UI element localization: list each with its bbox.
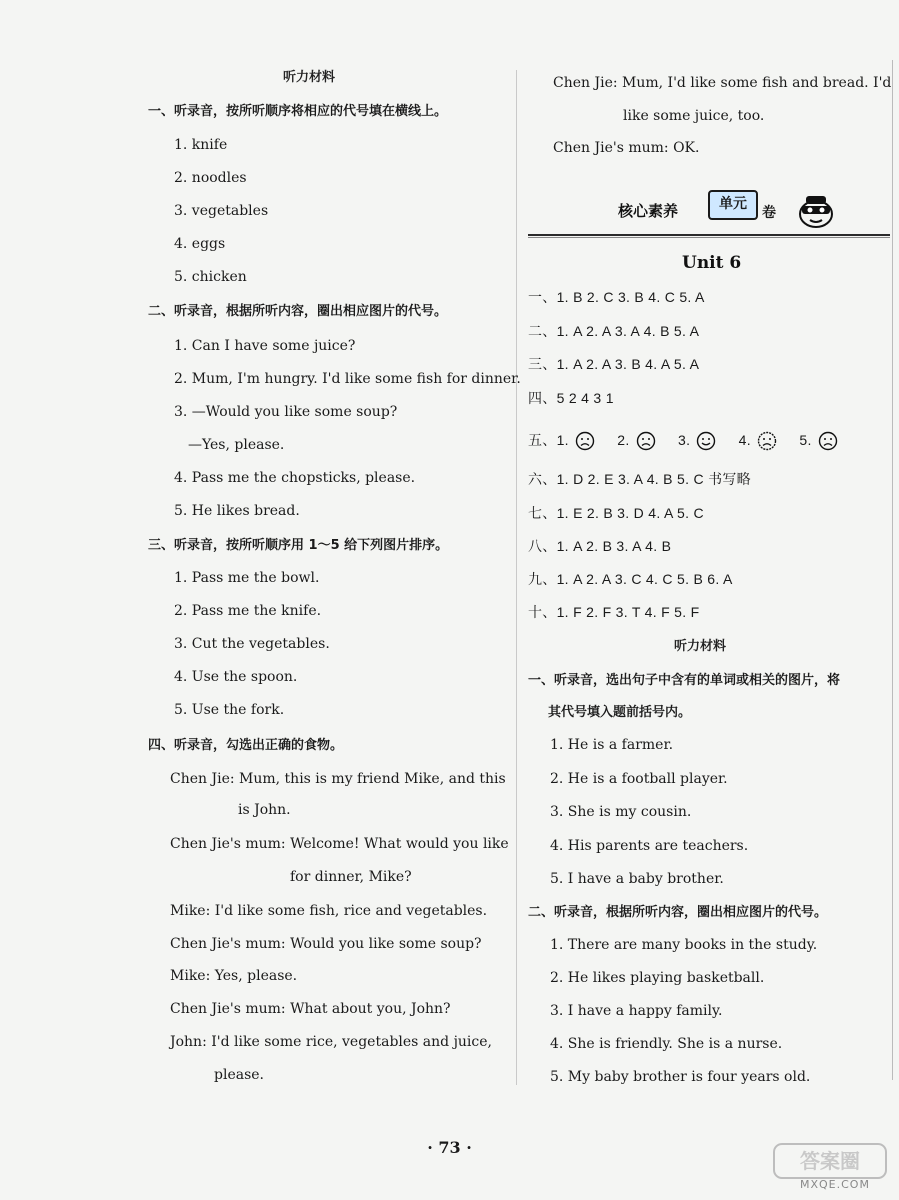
list-item: 5. Use the fork.: [174, 702, 285, 718]
list-item: 2. Mum, I'm hungry. I'd like some fish for dinner.: [174, 371, 521, 387]
answer-label: 5.: [799, 432, 812, 448]
answer-row: 九、1. A 2. A 3. C 4. C 5. B 6. A: [528, 571, 733, 587]
list-item: 5. chicken: [174, 269, 247, 285]
dialogue-line: Chen Jie's mum: Welcome! What would you like: [170, 836, 509, 852]
dialogue-line: please.: [214, 1067, 264, 1083]
column-divider: [516, 70, 517, 1085]
dialogue-line: Chen Jie's mum: What about you, John?: [170, 1001, 451, 1017]
list-item: 1. Pass me the bowl.: [174, 570, 320, 586]
watermark-url: MXQE.COM: [800, 1178, 870, 1191]
answer-label: 3.: [677, 432, 691, 448]
list-item: —Yes, please.: [188, 437, 285, 453]
listening-heading: 听力材料: [283, 70, 336, 85]
answer-label: 2.: [617, 432, 630, 448]
banner-rule: [528, 234, 890, 236]
list-item: 1. knife: [174, 137, 228, 153]
answer-row: 一、1. B 2. C 3. B 4. C 5. A: [528, 289, 705, 305]
banner-suffix: 卷: [762, 205, 776, 221]
sad-face-icon: [575, 431, 595, 451]
svg-text:答案圈: 答案圈: [800, 1149, 860, 1173]
banner-title: 核心素养: [618, 202, 679, 220]
list-item: 5. My baby brother is four years old.: [550, 1069, 811, 1085]
listening-heading-2: 听力材料: [674, 639, 727, 654]
list-item: 3. She is my cousin.: [550, 804, 692, 820]
list-item: 5. He likes bread.: [174, 503, 300, 519]
answer-row: 六、1. D 2. E 3. A 4. B 5. C 书写略: [528, 471, 751, 487]
list-item: 1. He is a farmer.: [550, 737, 674, 753]
answer-label: 五、1.: [528, 432, 569, 448]
list-item: 2. Pass me the knife.: [174, 603, 322, 619]
banner-rule-thin: [528, 237, 890, 238]
sad-face-icon: [818, 431, 838, 451]
answer-row: 四、5 2 4 3 1: [528, 390, 614, 406]
section-1-title: 一、听录音，选出句子中含有的单词或相关的图片，将: [528, 673, 841, 688]
right-edge-line: [892, 60, 893, 1080]
section-3-title: 三、听录音，按所听顺序用 1～5 给下列图片排序。: [148, 538, 449, 553]
list-item: 1. There are many books in the study.: [550, 937, 818, 953]
dialogue-line: Chen Jie's mum: OK.: [553, 140, 700, 156]
answer-row-faces: [528, 428, 840, 452]
list-item: 2. He is a football player.: [550, 771, 728, 787]
list-item: 4. eggs: [174, 236, 226, 252]
section-1-title-cont: 其代号填入题前括号内。: [548, 705, 692, 720]
dialogue-line: Chen Jie: Mum, this is my friend Mike, and this: [170, 771, 506, 787]
section-2-title: 二、听录音，根据所听内容，圈出相应图片的代号。: [148, 304, 448, 319]
answer-row: 三、1. A 2. A 3. B 4. A 5. A: [528, 356, 700, 372]
list-item: 4. His parents are teachers.: [550, 838, 749, 854]
mascot-icon: [796, 194, 836, 230]
answer-row: 二、1. A 2. A 3. A 4. B 5. A: [528, 323, 700, 339]
dialogue-line: is John.: [238, 802, 291, 818]
dialogue-line: Chen Jie's mum: Would you like some soup?: [170, 936, 482, 952]
dialogue-line: Mike: Yes, please.: [170, 968, 298, 984]
section-4-title: 四、听录音，勾选出正确的食物。: [148, 738, 344, 753]
section-2-title: 二、听录音，根据所听内容，圈出相应图片的代号。: [528, 905, 828, 920]
answer-row: 八、1. A 2. B 3. A 4. B: [528, 538, 672, 554]
dialogue-line: Chen Jie: Mum, I'd like some fish and bread. I'd: [553, 75, 892, 91]
list-item: 3. I have a happy family.: [550, 1003, 723, 1019]
dialogue-line: Mike: I'd like some fish, rice and vegetables.: [170, 903, 488, 919]
list-item: 3. Cut the vegetables.: [174, 636, 330, 652]
answer-label: 4.: [738, 432, 751, 448]
dialogue-line: John: I'd like some rice, vegetables and juice,: [170, 1034, 492, 1050]
list-item: 2. He likes playing basketball.: [550, 970, 765, 986]
page-number: · 73 ·: [427, 1138, 472, 1157]
answer-row: 七、1. E 2. B 3. D 4. A 5. C: [528, 505, 704, 521]
sad-face-icon: [636, 431, 656, 451]
sad-face-icon: [757, 431, 777, 451]
list-item: 3. vegetables: [174, 203, 269, 219]
list-item: 4. Use the spoon.: [174, 669, 298, 685]
list-item: 5. I have a baby brother.: [550, 871, 724, 887]
happy-face-icon: [696, 431, 716, 451]
dialogue-line: like some juice, too.: [623, 108, 765, 124]
dialogue-line: for dinner, Mike?: [290, 869, 412, 885]
list-item: 4. She is friendly. She is a nurse.: [550, 1036, 783, 1052]
list-item: 1. Can I have some juice?: [174, 338, 356, 354]
section-1-title: 一、听录音，按所听顺序将相应的代号填在横线上。: [148, 104, 448, 119]
banner-tag: 单元: [708, 190, 758, 220]
answer-row: 十、1. F 2. F 3. T 4. F 5. F: [528, 604, 700, 620]
list-item: 3. —Would you like some soup?: [174, 404, 398, 420]
list-item: 2. noodles: [174, 170, 247, 186]
unit-title: Unit 6: [682, 253, 742, 273]
list-item: 4. Pass me the chopsticks, please.: [174, 470, 416, 486]
unit-banner: [528, 188, 890, 238]
